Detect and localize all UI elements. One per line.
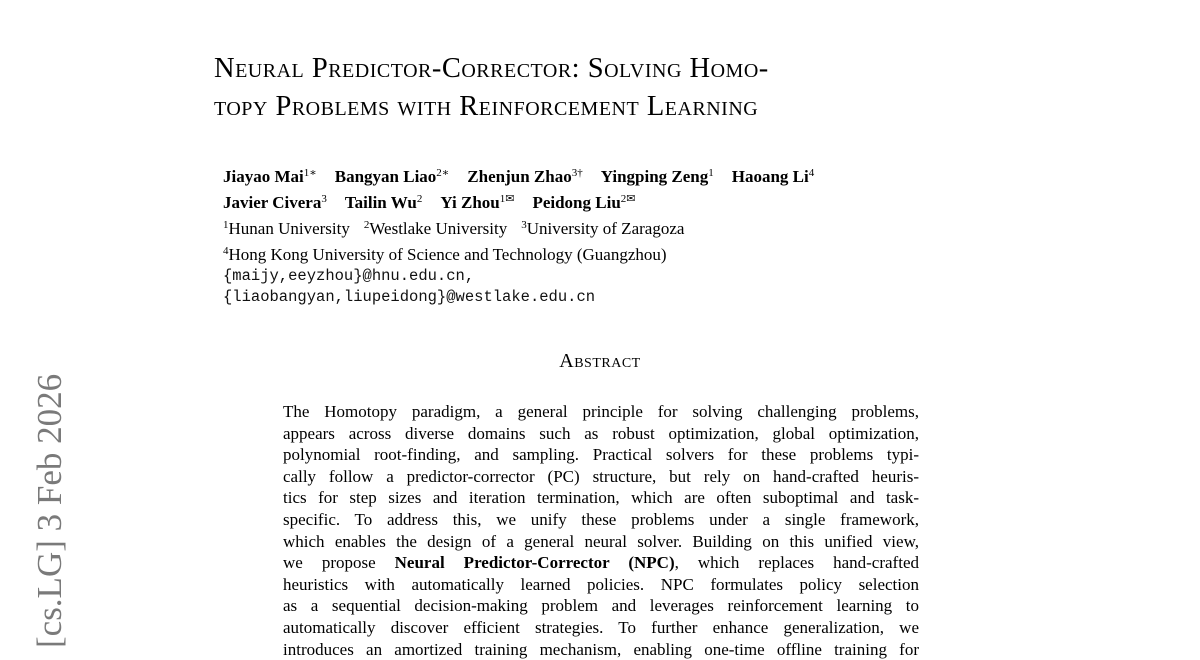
abstract-line: cally follow a predictor-corrector (PC) structure, but rely on hand-crafted heuris-: [283, 466, 919, 486]
affiliation-row-2: [223, 240, 832, 266]
affiliation-name: Westlake University: [369, 219, 508, 238]
author-affiliation-mark: 2∗: [436, 167, 450, 179]
affiliation-name: Hunan University: [228, 219, 350, 238]
abstract-text: we propose: [283, 553, 395, 573]
abstract-line: as a sequential decision-making problem and leverages reinforcement learning to: [283, 596, 919, 616]
affiliation-row-1: [223, 214, 832, 240]
affiliation-number: 4: [223, 245, 229, 257]
title-line-1: Neural Predictor-Corrector: Solving Homo-: [214, 53, 769, 84]
abstract-line: The Homotopy paradigm, a general principle for solving challenging problems,: [283, 402, 919, 421]
affiliation: [223, 245, 667, 264]
abstract-line: tics for step sizes and iteration termination, which are often suboptimal and task-: [283, 488, 919, 508]
author-name: Yi Zhou$^{1✉}$: [440, 193, 515, 212]
abstract-line: appears across diverse domains such as robust optimization, global optimization,: [283, 423, 919, 443]
abstract-line: polynomial root-finding, and sampling. Practical solvers for these problems typi-: [283, 445, 919, 465]
author-name: Zhenjun Zhao$^{3\dagger}$: [467, 167, 583, 186]
author-affiliation-mark: 2✉: [620, 193, 636, 205]
abstract-line: automatically discover efficient strategies. To further enhance generalization, we: [283, 617, 919, 637]
affiliation: [223, 219, 350, 238]
title-line-2: topy Problems with Reinforcement Learning: [214, 91, 759, 122]
affiliation: [364, 219, 507, 238]
abstract-line: which enables the design of a general neural solver. Building on this unified view,: [283, 531, 919, 551]
email-line-2: {liaobangyan,liupeidong}@westlake.edu.cn: [223, 288, 596, 306]
author-affiliation-mark: 1∗: [303, 167, 317, 179]
author-name: Peidong Liu$^{2✉}$: [532, 193, 636, 212]
affiliation-number: 3: [521, 219, 527, 231]
author-name: Jiayao Mai$^{1∗}$: [223, 167, 317, 186]
affiliation-name: Hong Kong University of Science and Technology (Guangzhou): [228, 245, 667, 264]
author-name: Tailin Wu$^2$: [344, 193, 423, 212]
author-affiliation-mark: 1✉: [499, 193, 515, 205]
abstract-text: , which replaces hand-crafted: [674, 553, 919, 573]
author-name: Bangyan Liao$^{2∗}$: [334, 167, 450, 186]
author-affiliation-mark: 1: [708, 167, 714, 179]
author-row-1: [223, 162, 832, 188]
abstract-line: introduces an amortized training mechanism, enabling one-time offline training for: [283, 639, 919, 659]
affiliation: [521, 219, 684, 238]
author-name: Haoang Li$^4$: [731, 167, 815, 186]
author-affiliation-mark: 3†: [571, 167, 583, 179]
abstract-line: specific. To address this, we unify these problems under a single framework,: [283, 509, 919, 529]
author-affiliation-mark: 4: [808, 167, 815, 179]
paper-title: [214, 50, 1014, 126]
method-name-emphasis: Neural Predictor-Corrector (NPC): [394, 553, 675, 573]
author-name: Yingping Zeng$^1$: [600, 167, 714, 186]
author-name: Javier Civera$^3$: [223, 193, 327, 212]
abstract-line: heuristics with automatically learned policies. NPC formulates policy selection: [283, 574, 919, 594]
email-line-1: {maijy,eeyzhou}@hnu.edu.cn,: [223, 267, 475, 285]
abstract-heading: Abstract: [559, 350, 641, 372]
author-block: [223, 162, 832, 308]
affiliation-name: University of Zaragoza: [526, 219, 685, 238]
arxiv-identifier-stamp: [cs.LG] 3 Feb 2026: [30, 373, 69, 648]
author-row-2: [223, 188, 832, 214]
affiliation-number: 2: [363, 219, 370, 231]
affiliation-number: 1: [223, 219, 229, 231]
abstract-body: [283, 401, 919, 660]
abstract-line: [283, 552, 919, 574]
author-affiliation-mark: 3: [321, 193, 327, 205]
author-affiliation-mark: 2: [416, 193, 423, 205]
